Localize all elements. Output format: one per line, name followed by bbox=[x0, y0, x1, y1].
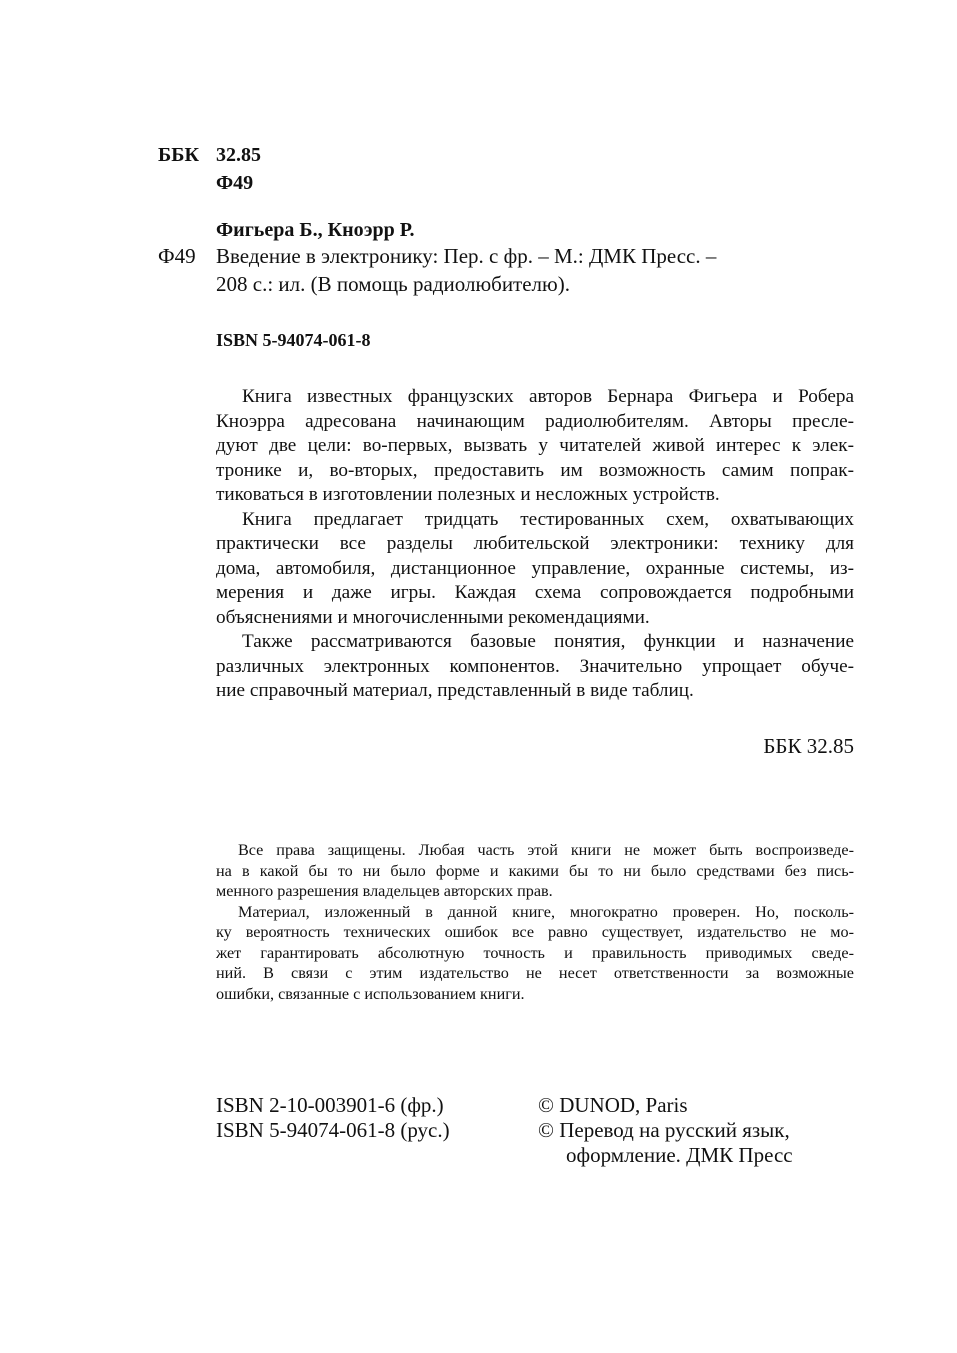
author-mark: Ф49 bbox=[216, 172, 254, 194]
annotation-line: различных электронных компонентов. Значительно упрощает обуче- bbox=[216, 655, 854, 677]
authors: Фигьера Б., Кноэрр Р. bbox=[216, 219, 415, 241]
isbn-french: ISBN 2-10-003901-6 (фр.) bbox=[216, 1093, 444, 1117]
rights-line: ку вероятность технических ошибок все равно существует, издательство не мо- bbox=[216, 923, 854, 941]
annotation-line: ние справочный материал, представленный в виде таблиц. bbox=[216, 680, 694, 701]
rights-line: менного разрешения владельцев авторских прав. bbox=[216, 882, 553, 900]
annotation-line: Также рассматриваются базовые понятия, функции и назначение bbox=[242, 631, 854, 652]
bbk-code: 32.85 bbox=[216, 144, 261, 166]
annotation-line: тиковаться в изготовлении полезных и несложных устройств. bbox=[216, 484, 720, 505]
rights-notice bbox=[216, 840, 854, 1004]
rights-line: ний. В связи с этим издательство не несет ответственности за возможные bbox=[216, 964, 854, 982]
isbn-russian: ISBN 5-94074-061-8 (рус.) bbox=[216, 1118, 450, 1142]
rights-line: Материал, изложенный в данной книге, многократно проверен. Но, посколь- bbox=[238, 902, 854, 921]
annotation-line: Книга известных французских авторов Бернара Фигьера и Робера bbox=[242, 386, 854, 407]
annotation-paragraph-3 bbox=[216, 630, 854, 704]
rights-line: жет гарантировать абсолютную точность и правильность приводимых сведе- bbox=[216, 943, 854, 962]
rights-line: ошибки, связанные с использованием книги. bbox=[216, 984, 525, 1003]
annotation-line: Кноэрра адресована начинающим радиолюбителям. Авторы пресле- bbox=[216, 410, 854, 432]
annotation bbox=[216, 385, 854, 704]
annotation-line: тронике и, во-вторых, предоставить им возможность самим попрак- bbox=[216, 459, 854, 481]
annotation-line: дома, автомобиля, дистанционное управление, охранные системы, из- bbox=[216, 557, 854, 579]
entry-mark: Ф49 bbox=[158, 244, 196, 268]
annotation-line: дуют две цели: во-первых, вызвать у читателей живой интерес к элек- bbox=[216, 435, 854, 456]
copyright-design: оформление. ДМК Пресс bbox=[566, 1143, 793, 1167]
annotation-paragraph-1 bbox=[216, 385, 854, 508]
copyright-translation: © Перевод на русский язык, bbox=[538, 1118, 790, 1142]
title-line-2: 208 с.: ил. (В помощь радиолюбителю). bbox=[216, 272, 570, 296]
title-line-1: Введение в электронику: Пер. с фр. – М.: ДМК Пресс. – bbox=[216, 244, 717, 268]
rights-line: на в какой бы то ни было форме и какими бы то ни было средствами без пись- bbox=[216, 861, 854, 880]
copyright-dunod: © DUNOD, Paris bbox=[538, 1093, 688, 1117]
rights-paragraph-2 bbox=[216, 902, 854, 1005]
annotation-line: объяснениями и многочисленными рекомендациями. bbox=[216, 606, 650, 628]
bbk-right: ББК 32.85 bbox=[763, 734, 854, 758]
annotation-line: практически все разделы любительской электроники: технику для bbox=[216, 533, 854, 554]
annotation-line: Книга предлагает тридцать тестированных схем, охватывающих bbox=[242, 508, 854, 530]
annotation-line: мерения и даже игры. Каждая схема сопровождается подробными bbox=[216, 582, 854, 603]
isbn-main: ISBN 5-94074-061-8 bbox=[216, 330, 371, 350]
annotation-paragraph-2 bbox=[216, 508, 854, 631]
rights-paragraph-1 bbox=[216, 840, 854, 902]
rights-line: Все права защищены. Любая часть этой книги не может быть воспроизведе- bbox=[238, 841, 854, 859]
bbk-label: ББК bbox=[158, 144, 199, 166]
